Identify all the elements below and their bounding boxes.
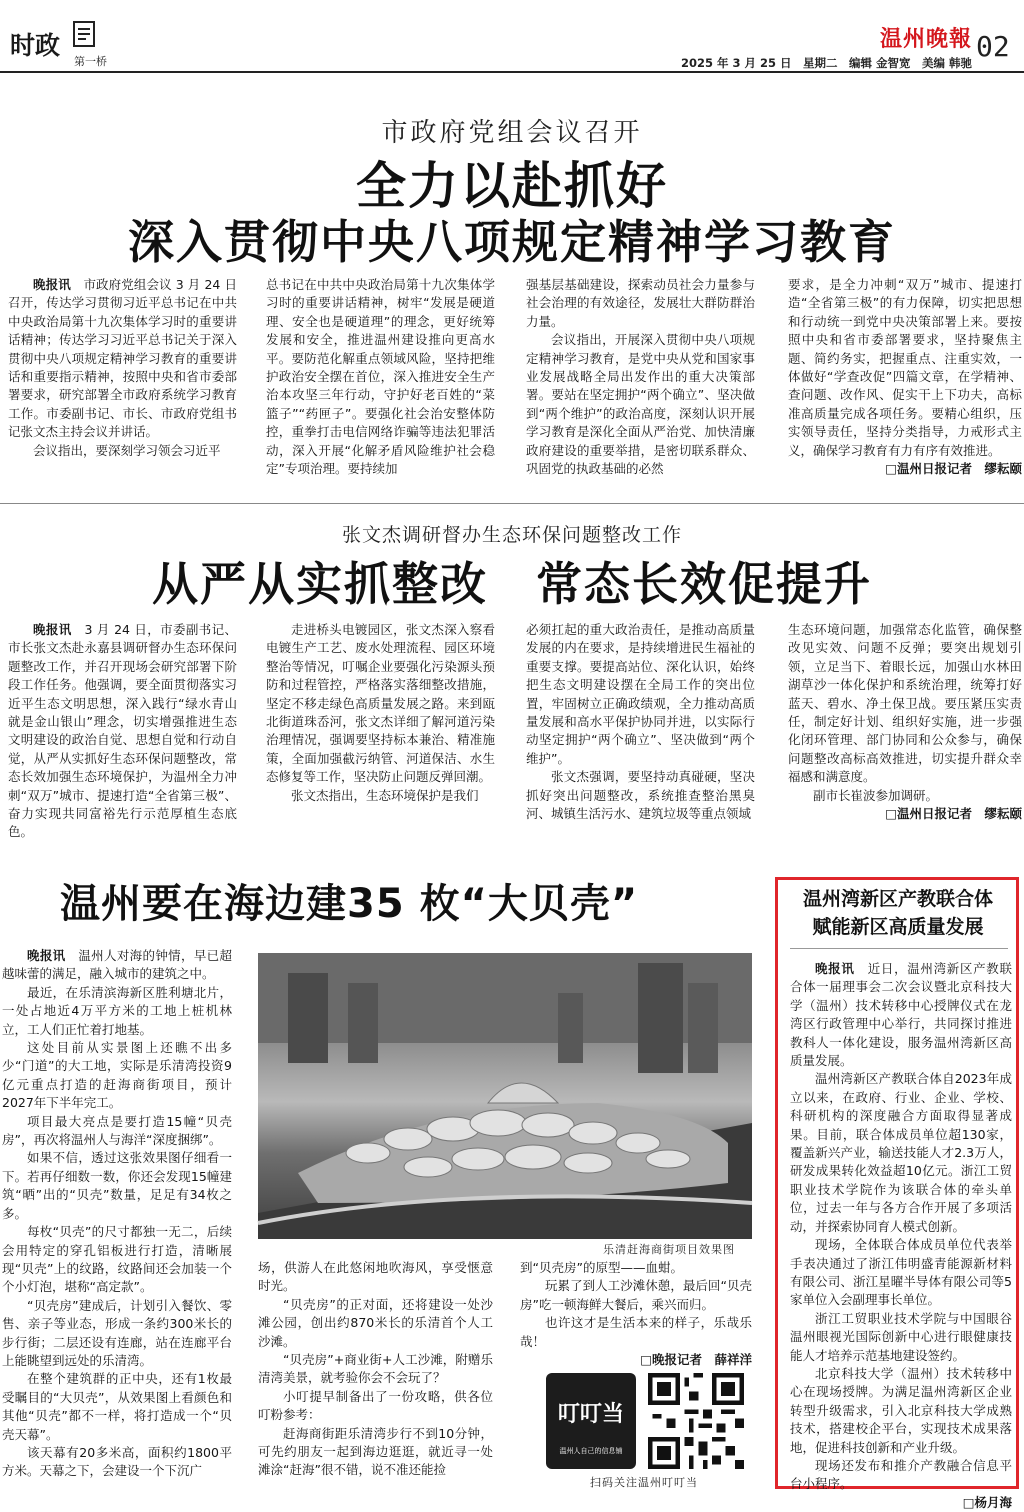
article4-lead: 晚报讯 (815, 961, 855, 976)
article1-paragraph: 会议指出，开展深入贯彻中央八项规定精神学习教育，是党中央从党和国家事业发展战略全局出发作出的重大决策部署。要站在坚定拥护“两个确立”、坚决做到“两个维护”的政治高度，深刻认识开展学习教育是深化全面从严治党、加快清廉政府建设的重要举措，是密切联系群众、巩固党的执政基础的必然 (526, 332, 755, 477)
article3-paragraph: 赶海商街距乐清湾步行不到10分钟，可先约朋友一起到海边逛逛，就近寻一处滩涂“赶海”很不错，说不准还能捡 (258, 1425, 493, 1478)
article1-column-2 (266, 276, 495, 494)
article2-paragraph: 张文杰指出，生态环境保护是我们 (291, 787, 479, 803)
article3-lead: 晚报讯 (27, 948, 66, 963)
article1-kicker: 市政府党组会议召开 (381, 118, 643, 148)
article3-paragraph: 场，供游人在此悠闲地吹海风，享受惬意时光。 (258, 1260, 493, 1294)
article2-column-3 (526, 621, 755, 821)
article3-paragraph: 这处目前从实景图上还瞧不出多少“门道”的大工地，实际是乐清湾投资9亿元重点打造的赶海商街项目，预计2027年下半年完工。 (2, 1040, 232, 1111)
article4-title-rule (790, 948, 1008, 949)
article2-paragraph: 3 月 24 日，市委副书记、市长张文杰赴永嘉县调研督办生态环保问题整改工作，并召开现场会研究部署下阶段工作任务。他强调，要全面贯彻落实习近平生态文明思想，深入践行“绿水青山就是金山银山”理念，切实增强推进生态文明建设的政治自觉、思想自觉和行动自觉，从严从实抓好生态环保问题整改，常态长效加强生态环境保护，为温州全力冲刺“双万”城市、提速打造“全省第三极”、奋力实现共同富裕先行示范厚植生态底色。 (8, 622, 237, 840)
article3-column-right (520, 1259, 752, 1369)
document-icon (72, 20, 98, 50)
article3-paragraph: “贝壳房”的正对面，还将建设一处沙滩公园，创出约870米长的乐清首个人工沙滩。 (258, 1296, 493, 1349)
article3-paragraph: 如果不信，透过这张效果图仔细看一下。若再仔细数一数，你还会发现15幢建筑“晒”出的“贝壳”数量，足足有34枚之多。 (2, 1150, 232, 1221)
article1-paragraph: 总书记在中共中央政治局第十九次集体学习时的重要讲话精神，树牢“发展是硬道理、安全也是硬道理”的理念，更好统筹发展和安全，推进温州建设推向更高水平。要防范化解重点领域风险，坚持把维护政治安全摆在首位，深入推进安全生产治本攻坚三年行动，守护好老百姓的“菜篮子”“药匣子”。要强化社会治安整体防控，重拳打击电信网络诈骗等违法犯罪活动，深入开展“化解矛盾风险维护社会稳定”专项治理。要持续加 (266, 277, 495, 477)
article2-paragraph: 生态环境问题，加强常态化监管，确保整改见实效、问题不反弹；要突出规划引领，立足当下、着眼长远，加强山水林田湖草沙一体化保护和系统治理，统筹打好蓝天、碧水、净土保卫战。要压紧压实责任，制定好计划、组织好实施，进一步强化闭环管理、部门协同和公众参与，确保问题整改高标高效推进，切实提升群众幸福感和满意度。 (788, 622, 1022, 785)
article3-paragraph: “贝壳房”+商业街+人工沙滩，附赠乐清湾美景，就考验你会不会玩了？ (258, 1352, 493, 1386)
subsection-label: 第一桥 (74, 55, 107, 68)
article3-paragraph: 每枚“贝壳”的尺寸都独一无二，后续会用特定的穿孔铝板进行打造，清晰展现“贝壳”上的纹路，纹路间还会加装一个个小灯泡，堪称“高定款”。 (2, 1224, 232, 1295)
article3-paragraph: 小叮提早制备出了一份攻略，供各位叮粉参考： (258, 1388, 493, 1423)
article1-paragraph: 强基层基础建设，探索动员社会力量参与社会治理的有效途径，发展壮大群防群治力量。 (526, 277, 755, 329)
article1-column-3 (526, 276, 755, 494)
article2-title: 从严从实抓整改 常态长效促提升 (152, 557, 872, 611)
article4-body (790, 960, 1012, 1510)
page-number: 02 (976, 30, 1010, 63)
app-logo (546, 1373, 636, 1469)
section-divider (0, 503, 1024, 504)
article3-paragraph: 该天幕有20多米高，面积约1800平方米。天幕之下，会建设一个下沉广 (2, 1444, 232, 1479)
article1-byline: □温州日报记者 缪耘颐 (885, 461, 1022, 477)
app-logo-tagline: 温州人自己的信息铺 (559, 1447, 623, 1455)
article1-title-line1: 全力以赴抓好 (356, 157, 668, 215)
photo-caption: 乐清赶海商街项目效果图 (603, 1243, 735, 1256)
article1-title-line2: 深入贯彻中央八项规定精神学习教育 (128, 215, 896, 269)
article4-paragraph: 温州湾新区产教联合体自2023年成立以来，在政府、行业、企业、学校、科研机构的深度融合方面取得显著成果。目前，联合体成员单位超130家，覆盖新兴产业，输送技能人才2.3万人，研发成果转化效益超10亿元。浙江工贸职业技术学院作为该联合体的牵头单位，过去一年与各方合作开展了多项活动，并探索协同育人模式创新。 (790, 1071, 1012, 1234)
article1-column-1 (8, 276, 237, 494)
article1-paragraph: 要求，是全力冲刺“双万”城市、提速打造“全省第三极”的有力保障，切实把思想和行动统一到党中央决策部署上来。要按照中央和省市委部署要求，坚持聚焦主题、简约务实，把握重点、注重实效，一体做好“学查改促”四篇文章，在学精神、查问题、改作风、促实干上下功夫，高标准高质量完成各项任务。要精心组织，压实领导责任，坚持分类指导，力戒形式主义，确保学习教育有力有序有效推进。 (788, 277, 1022, 458)
article1-column-4 (788, 276, 1022, 494)
article3-column-mid (258, 1259, 493, 1493)
article3-paragraph: “贝壳房”建成后，计划引入餐饮、零售、亲子等业态，形成一条约300米长的步行街；二层还设有连廊，站在连廊平台上能眺望到远处的乐清湾。 (2, 1297, 232, 1368)
article2-kicker: 张文杰调研督办生态环保问题整改工作 (341, 524, 682, 546)
article1-lead: 晚报讯 (33, 277, 71, 292)
article4-paragraph: 现场，全体联合体成员单位代表举手表决通过了浙江伟明盛青能源新材料有限公司、浙江星曜半导体有限公司等5家单位入会副理事长单位。 (790, 1237, 1012, 1308)
article2-column-2 (266, 621, 495, 821)
article3-paragraph: 项目最大亮点是要打造15幢“贝壳房”，再次将温州人与海洋“深度捆绑”。 (2, 1113, 232, 1148)
article3-paragraph: 最近，在乐清滨海新区胜利塘北片，一处占地近4万平方米的工地上桩机林立，工人们正忙着打地基。 (2, 984, 232, 1037)
qr-code[interactable] (648, 1373, 744, 1469)
article4-byline: □杨月海 (962, 1494, 1012, 1510)
article2-paragraph: 副市长崔波参加调研。 (813, 787, 939, 803)
article1-paragraph: 会议指出，要深刻学习领会习近平 (33, 442, 221, 458)
masthead-rule (0, 71, 1024, 73)
article4-title-line1: 温州湾新区产教联合体 (802, 888, 993, 910)
article1-paragraph: 市政府党组会议 3 月 24 日召开，传达学习贯彻习近平总书记在中共中央政治局第十九次集体学习时的重要讲话精神；传达学习习近平总书记关于深入贯彻中央八项规定精神学习教育的重要讲话和重要指示精神，按照中央和省市委部署要求，研究部署全市政府系统学习教育工作。市委副书记、市长、市政府党组书记张文杰主持会议并讲话。 (8, 277, 237, 440)
article4-paragraph: 浙江工贸职业技术学院与中国眼谷温州眼视光国际创新中心进行眼健康技能人才培养示范基地建设签约。 (790, 1310, 1012, 1363)
section-label: 时政 (10, 31, 61, 60)
article4-paragraph: 近日，温州湾新区产教联合体一届理事会二次会议暨北京科技大学（温州）技术转移中心授牌仪式在龙湾区行政管理中心举行，共同探讨推进教科人一体化建设，服务温州湾新区高质量发展。 (790, 961, 1012, 1069)
qr-caption: 扫码关注温州叮叮当 (590, 1476, 698, 1489)
article2-column-1 (8, 621, 237, 840)
article2-column-4 (788, 621, 1022, 821)
article4-title-line2: 赋能新区高质量发展 (812, 916, 984, 938)
article3-paragraph: 玩累了到人工沙滩休憩，最后回“贝壳房”吃一顿海鲜大餐后，乘兴而归。 (520, 1278, 752, 1312)
article2-paragraph: 张文杰强调，要坚持动真碰硬，坚决抓好突出问题整改，系统推查整治黑臭河、城镇生活污水、建筑垃圾等重点领域 (526, 769, 755, 822)
app-logo-text: 叮叮当 (557, 1402, 624, 1427)
article2-lead: 晚报讯 (33, 622, 72, 637)
article3-title: 温州要在海边建35 枚“大贝壳” (60, 881, 639, 927)
article3-paragraph: 在整个建筑群的正中央，还有1枚最受瞩目的“大贝壳”，从效果图上看颜色和其他“贝壳”都不一样，将打造成一个“贝壳天幕”。 (2, 1371, 232, 1442)
article4-paragraph: 现场还发布和推介产教融合信息平台小程序。 (790, 1457, 1012, 1492)
article3-paragraph: 温州人对海的钟情，早已超越味蕾的满足，融入城市的建筑之中。 (2, 948, 232, 982)
article3-byline: □晚报记者 薛祥洋 (640, 1352, 752, 1368)
article3-paragraph: 到“贝壳房”的原型——血蚶。 (520, 1260, 683, 1275)
article2-paragraph: 走进桥头电镀园区，张文杰深入察看电镀生产工艺、废水处理流程、园区环境整治等情况，叮嘱企业要强化污染源头预防和过程管控，严格落实落细整改措施，坚定不移走绿色高质量发展之路。来到瓯北街道珠岙河，张文杰详细了解河道污染治理情况，强调要坚持标本兼治、精准施策，全面加强截污纳管、河道保洁、水生态修复等工作，坚决防止问题反弹回潮。 (266, 622, 495, 785)
article3-paragraph: 也许这才是生活本来的样子，乐哉乐哉！ (520, 1315, 752, 1349)
article2-paragraph: 必须扛起的重大政治责任，是推动高质量发展的内在要求，是持续增进民生福祉的重要支撑。要提高站位、深化认识，始终把生态文明建设摆在全局工作的突出位置，牢固树立正确政绩观，全力推动高质量发展和高水平保护协同并进，以实际行动坚定拥护“两个确立”、坚决做到“两个维护”。 (526, 622, 755, 766)
article4-paragraph: 北京科技大学（温州）技术转移中心在现场授牌。为满足温州湾新区企业转型升级需求，引入北京科技大学成熟技术，搭建校企平台，实现技术成果落地，促进科技创新和产业升级。 (790, 1365, 1012, 1455)
date-line: 2025 年 3 月 25 日 星期二 编辑 金智宽 美编 韩驰 (680, 56, 972, 70)
article3-column-left (2, 947, 232, 1493)
paper-logo: 温州晚報 (880, 26, 973, 52)
article2-byline: □温州日报记者 缪耘颐 (885, 806, 1022, 822)
rendering-photo (258, 953, 752, 1239)
